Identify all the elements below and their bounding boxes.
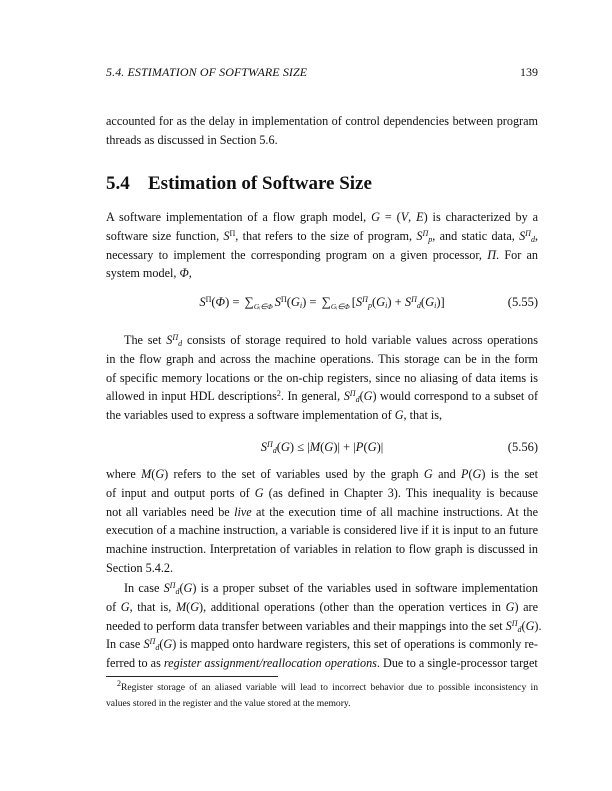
superscript: Π xyxy=(149,637,156,647)
text-run: ferred to as xyxy=(106,656,164,670)
text-run: ) is the set xyxy=(481,467,538,481)
text-run: (as defined in Chapter 3). This inequality is because xyxy=(263,485,538,500)
text-run: consists of storage required to hold variable values across operations xyxy=(182,333,538,347)
sup-sub-script xyxy=(266,440,277,455)
italic-run: G xyxy=(163,637,173,652)
page-number: 139 xyxy=(520,65,538,79)
text-line xyxy=(106,680,538,696)
subscript: d xyxy=(155,643,160,653)
summation xyxy=(322,295,350,309)
text-run: ( xyxy=(521,618,526,633)
text-run: , and static data, xyxy=(432,228,520,243)
running-title: 5.4. ESTIMATION OF SOFTWARE SIZE xyxy=(106,65,308,79)
italic-run: G xyxy=(290,295,300,309)
text-line xyxy=(106,369,538,388)
sup-sub-script xyxy=(172,333,183,348)
italic-run: S xyxy=(163,581,170,595)
superscript: Π xyxy=(411,295,417,304)
text-run: not all variables need be xyxy=(106,504,235,519)
equation-5-56 xyxy=(106,437,538,457)
italic-run: Π xyxy=(487,247,497,262)
footnote xyxy=(106,680,538,711)
text-run: )| + | xyxy=(333,440,356,454)
text-line xyxy=(106,521,538,540)
sup-sub-script xyxy=(349,389,360,405)
italic-run: S xyxy=(143,637,150,652)
italic-run: G xyxy=(425,295,435,309)
summation xyxy=(245,295,273,309)
text-run: . For an xyxy=(496,247,538,262)
text-run: of input and output ports of xyxy=(106,485,255,500)
text-run: ), additional operations (other than the operation vertices in xyxy=(199,599,506,614)
text-run: . Due to a single-processor target xyxy=(376,656,538,670)
italic-run: S xyxy=(199,295,206,309)
superscript: Π xyxy=(525,228,531,238)
superscript: Π xyxy=(422,228,429,238)
text-line xyxy=(106,350,538,369)
italic-run: S xyxy=(223,228,230,243)
text-run: Section 5.4.2. xyxy=(106,560,174,575)
equation-body xyxy=(146,437,498,457)
text-line xyxy=(106,112,538,131)
italic-run: register assignment/reallocation operations xyxy=(163,656,377,670)
superscript: Π xyxy=(266,440,273,449)
italic-run: G xyxy=(472,467,482,481)
italic-run: M xyxy=(175,599,187,614)
italic-run: S xyxy=(505,618,512,633)
text-run: ( xyxy=(286,295,291,309)
text-run: the variables used to express a software implementation of xyxy=(106,408,395,422)
text-run: of xyxy=(106,599,121,614)
paragraph xyxy=(106,579,542,673)
text-run: ) are xyxy=(514,599,539,614)
italic-run: G xyxy=(525,618,535,633)
text-run: at the execution time of all machine instructions. At the xyxy=(251,504,538,519)
running-header xyxy=(106,65,538,80)
text-line xyxy=(106,387,538,406)
italic-run: S xyxy=(343,389,350,404)
text-run: necessary to implement the corresponding program on a given processor, xyxy=(106,247,488,262)
italic-run: G xyxy=(324,440,334,454)
sup-sub-script xyxy=(149,637,160,653)
superscript: Π xyxy=(511,618,518,628)
text-line xyxy=(106,617,542,636)
italic-run: G xyxy=(183,581,193,595)
superscript: Π xyxy=(280,295,287,304)
equation-5-55 xyxy=(106,292,538,312)
text-run: , xyxy=(408,210,417,224)
italic-run: P xyxy=(355,440,364,454)
superscript: Π xyxy=(205,295,212,304)
text-run: and xyxy=(432,467,462,481)
text-run: ) = xyxy=(302,295,320,309)
text-line xyxy=(106,331,538,350)
sup-sub-script xyxy=(525,228,535,244)
italic-run: live xyxy=(234,504,252,519)
subscript: p xyxy=(367,301,372,310)
italic-run: G xyxy=(363,389,373,404)
italic-run: G xyxy=(505,599,515,614)
text-run: ( xyxy=(363,440,368,454)
text-run: [ xyxy=(351,295,356,309)
equation-number: (5.56) xyxy=(507,440,538,454)
text-line xyxy=(106,227,538,246)
text-line xyxy=(106,696,538,712)
italic-run: E xyxy=(416,210,424,224)
sup-sub-script xyxy=(362,295,372,310)
text-run: values stored in the register and the value stored at the memory. xyxy=(106,697,351,709)
italic-run: S xyxy=(416,228,423,243)
text-line xyxy=(106,208,538,227)
italic-run: M xyxy=(141,467,152,481)
text-run: of specific memory locations or the on-chip registers, since no aliasing of data items is xyxy=(106,370,538,385)
text-run: , that refers to the size of program, xyxy=(235,228,417,243)
text-run: A software implementation of a flow graph model, xyxy=(106,210,372,224)
text-run: , that is, xyxy=(403,408,443,422)
footnote-rule xyxy=(106,676,278,677)
superscript: Π xyxy=(169,581,176,590)
sigma-symbol: ∑ xyxy=(321,294,331,309)
italic-run: S xyxy=(260,440,267,454)
italic-run: V xyxy=(400,210,409,224)
text-run: ) = xyxy=(225,295,243,309)
subscript: d xyxy=(272,446,277,455)
sup-sub-script xyxy=(422,228,433,244)
text-line xyxy=(106,484,538,503)
text-run: ) would correspond to a subset of xyxy=(372,389,539,404)
paragraph xyxy=(106,208,538,283)
text-run: system model, xyxy=(106,266,180,281)
text-run: ( xyxy=(159,637,164,652)
text-run: ) refers to the set of variables used by the graph xyxy=(164,467,424,481)
text-run: ( xyxy=(276,440,281,454)
superscript: 2 xyxy=(117,679,121,688)
italic-run: G xyxy=(371,210,380,224)
text-run: ( xyxy=(420,295,426,309)
text-line xyxy=(106,654,538,673)
text-line xyxy=(106,246,538,265)
superscript: Π xyxy=(349,389,356,399)
section-number: 5.4 xyxy=(106,173,130,194)
subscript: i xyxy=(385,301,388,310)
text-line xyxy=(106,635,538,654)
text-run: in the flow graph and across the machine operations. This storage can be in the form xyxy=(106,351,538,366)
italic-run: P xyxy=(461,467,469,481)
text-line xyxy=(106,264,538,283)
italic-run: G xyxy=(280,440,290,454)
italic-run: G xyxy=(394,408,404,422)
text-run: ) is mapped onto hardware registers, this set of operations is commonly re- xyxy=(172,637,538,652)
text-run: In case xyxy=(124,581,164,595)
text-run: threads as discussed in Section 5.6. xyxy=(106,132,278,147)
text-run: allowed in input HDL descriptions xyxy=(106,389,277,404)
text-run: ( xyxy=(359,389,364,404)
text-run: ) ≤ | xyxy=(289,440,310,454)
text-line xyxy=(106,540,538,559)
sup-sub-script xyxy=(169,581,180,596)
text-line xyxy=(106,503,538,522)
text-run: execution of a machine instruction, a variable is considered live if it is input to an future xyxy=(106,523,538,538)
text-run: ( xyxy=(186,599,191,614)
text-run: , that is, xyxy=(129,599,176,614)
italic-run: G xyxy=(423,467,433,481)
text-run: ( xyxy=(468,467,473,481)
subscript: d xyxy=(355,395,360,405)
section-title: Estimation of Software Size xyxy=(148,173,372,194)
text-line xyxy=(106,406,538,425)
superscript: Π xyxy=(172,333,179,342)
sup-sub-script xyxy=(411,295,421,310)
text-run: ) + xyxy=(387,295,405,309)
sup-sub-script xyxy=(511,618,522,634)
italic-run: G xyxy=(376,295,386,309)
text-run: ) is a proper subset of the variables used in software implementation xyxy=(192,581,538,595)
section-heading xyxy=(106,173,372,195)
text-run: ( xyxy=(179,581,184,595)
text-run: In case xyxy=(106,637,144,652)
subscript: p xyxy=(428,234,433,244)
summation-limit: Gᵢ∈Φ xyxy=(253,302,273,311)
text-run: Register storage of an aliased variable will lead to incorrect behavior due to possible inconsistency in xyxy=(121,682,538,693)
text-run: software size function, xyxy=(106,228,224,243)
subscript: d xyxy=(175,587,180,596)
equation-body xyxy=(146,292,498,312)
text-run: . In general, xyxy=(280,389,344,404)
subscript: d xyxy=(517,624,522,634)
paragraph xyxy=(106,331,538,425)
italic-run: G xyxy=(120,599,130,614)
superscript: Π xyxy=(362,295,368,304)
superscript: Π xyxy=(229,228,236,238)
subscript: d xyxy=(178,339,183,348)
subscript: i xyxy=(434,301,437,310)
italic-run: S xyxy=(404,295,412,309)
text-line xyxy=(106,559,538,578)
paragraph xyxy=(106,112,538,150)
superscript: 2 xyxy=(276,389,281,399)
subscript: d xyxy=(416,301,421,310)
text-run: , xyxy=(188,266,192,281)
text-run: accounted for as the delay in implementation of control dependencies between program xyxy=(106,114,538,128)
text-run: ( xyxy=(371,295,377,309)
text-run: = ( xyxy=(379,210,401,224)
text-line xyxy=(106,598,538,617)
italic-run: G xyxy=(367,440,377,454)
italic-run: S xyxy=(166,333,173,347)
text-run: needed to perform data transfer between variables and their mappings into the set xyxy=(106,618,506,633)
text-line xyxy=(106,465,538,484)
text-run: ( xyxy=(151,467,156,481)
subscript: i xyxy=(299,301,303,310)
text-run: machine instruction. Interpretation of variables in relation to flow graph is discussed in xyxy=(106,542,538,556)
sigma-symbol: ∑ xyxy=(244,294,254,309)
text-run: )] xyxy=(436,295,445,309)
italic-run: Φ xyxy=(179,266,189,281)
italic-run: G xyxy=(190,599,200,614)
italic-run: S xyxy=(274,295,281,309)
subscript: d xyxy=(530,234,535,244)
text-run: The set xyxy=(124,333,167,347)
text-run: ( xyxy=(211,295,216,309)
summation-limit: Gᵢ∈Φ xyxy=(330,302,350,311)
text-run: , xyxy=(534,228,538,243)
text-run: )| xyxy=(376,440,384,454)
text-run: ). xyxy=(534,618,542,633)
paragraph xyxy=(106,465,538,578)
equation-number: (5.55) xyxy=(507,295,538,309)
italic-run: M xyxy=(309,440,321,454)
italic-run: G xyxy=(155,467,165,481)
text-line xyxy=(106,579,538,598)
italic-run: S xyxy=(519,228,526,243)
text-run: ( xyxy=(320,440,325,454)
italic-run: S xyxy=(355,295,363,309)
italic-run: Φ xyxy=(215,295,226,309)
text-run: where xyxy=(106,467,142,481)
italic-run: G xyxy=(254,485,264,500)
text-run: ) is characterized by a xyxy=(423,210,538,224)
text-line xyxy=(106,131,538,150)
